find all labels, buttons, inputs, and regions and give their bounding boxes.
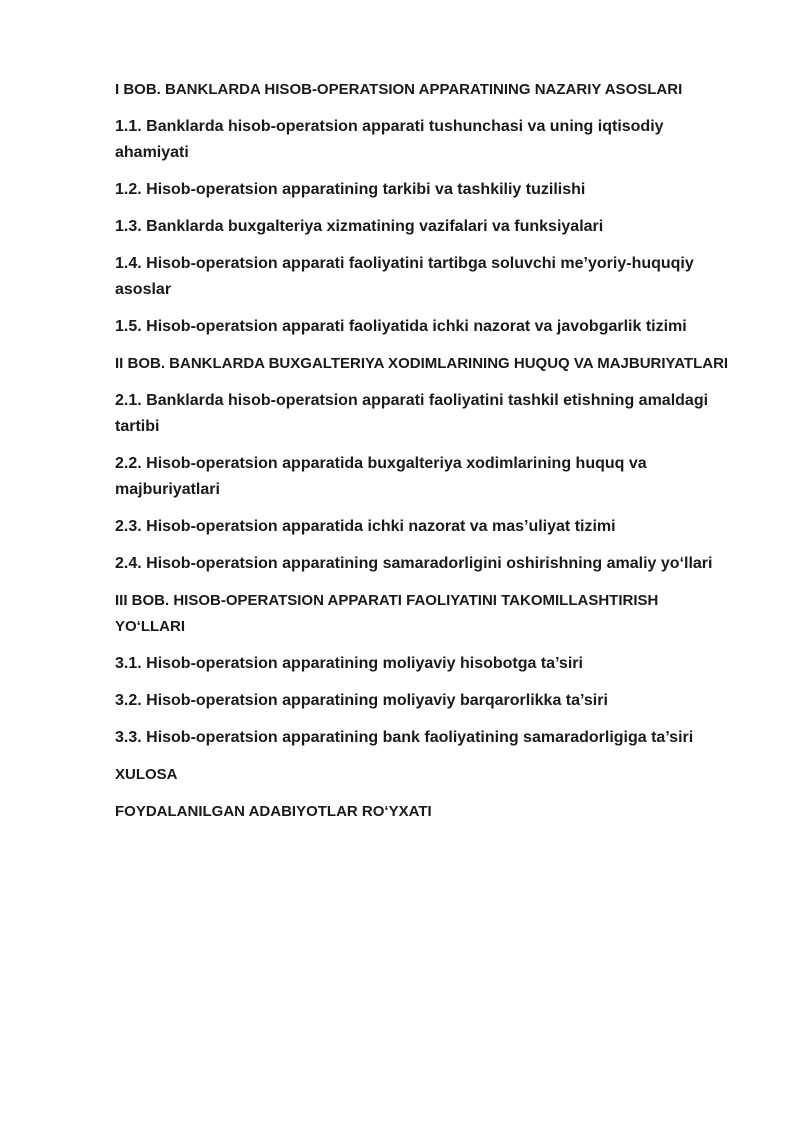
section-heading-1-1: 1.1. Banklarda hisob-operatsion apparati tushunchasi va uning iqtisodiy ahamiyati xyxy=(115,118,664,161)
section-heading-2-3: 2.3. Hisob-operatsion apparatida ichki nazorat va mas’uliyat tizimi xyxy=(115,518,616,535)
references-heading: FOYDALANILGAN ADABIYOTLAR RO‘YXATI xyxy=(115,803,432,820)
section-heading-1-4: 1.4. Hisob-operatsion apparati faoliyatini tartibga soluvchi me’yoriy-huquqiy asoslar xyxy=(115,255,694,298)
section-heading-2-2: 2.2. Hisob-operatsion apparatida buxgalteriya xodimlarining huquq va majburiyatlari xyxy=(115,455,647,498)
section-heading-3-2: 3.2. Hisob-operatsion apparatining moliyaviy barqarorlikka ta’siri xyxy=(115,692,608,709)
chapter-heading-3: III BOB. HISOB-OPERATSION APPARATI FAOLIYATINI TAKOMILLASHTIRISH YO‘LLARI xyxy=(115,592,659,635)
table-of-contents xyxy=(115,77,730,836)
section-heading-1-3: 1.3. Banklarda buxgalteriya xizmatining vazifalari va funksiyalari xyxy=(115,218,604,235)
section-heading-1-2: 1.2. Hisob-operatsion apparatining tarkibi va tashkiliy tuzilishi xyxy=(115,181,586,198)
section-heading-3-3: 3.3. Hisob-operatsion apparatining bank faoliyatining samaradorligiga ta’siri xyxy=(115,729,694,746)
conclusion-heading: XULOSA xyxy=(115,766,178,783)
section-heading-3-1: 3.1. Hisob-operatsion apparatining moliyaviy hisobotga ta’siri xyxy=(115,655,583,672)
section-heading-1-5: 1.5. Hisob-operatsion apparati faoliyatida ichki nazorat va javobgarlik tizimi xyxy=(115,318,687,335)
chapter-heading-2: II BOB. BANKLARDA BUXGALTERIYA XODIMLARINING HUQUQ VA MAJBURIYATLARI xyxy=(115,355,729,372)
section-heading-2-1: 2.1. Banklarda hisob-operatsion apparati faoliyatini tashkil etishning amaldagi tartibi xyxy=(115,392,709,435)
chapter-heading-1: I BOB. BANKLARDA HISOB-OPERATSION APPARATINING NAZARIY ASOSLARI xyxy=(115,81,683,98)
section-heading-2-4: 2.4. Hisob-operatsion apparatining samaradorligini oshirishning amaliy yo‘llari xyxy=(115,555,713,572)
